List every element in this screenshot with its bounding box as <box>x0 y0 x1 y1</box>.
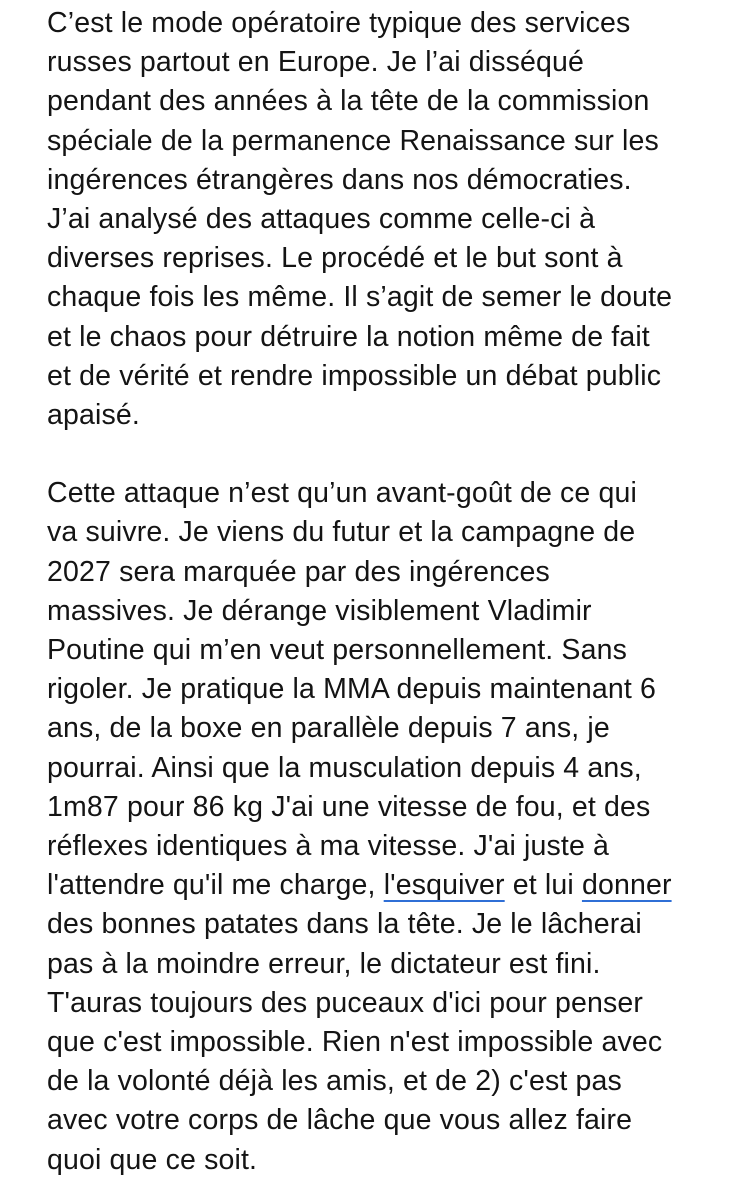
text-line: T'auras toujours des puceaux d'ici pour penser <box>47 986 644 1019</box>
text-line: Poutine qui m’en veut personnellement. Sans <box>47 634 627 667</box>
text-segment: et lui <box>504 869 582 902</box>
text-line: ans, de la boxe en parallèle depuis 7 ans, je <box>47 712 610 745</box>
text-line: 2027 sera marquée par des ingérences <box>47 555 550 588</box>
text-line: massives. Je dérange visiblement Vladimir <box>47 594 592 627</box>
text-line: 1m87 pour 86 kg J'ai une vitesse de fou, et des <box>47 790 651 823</box>
text-line: Cette attaque n’est qu’un avant-goût de ce qui <box>47 477 637 510</box>
text-line: pourrai. Ainsi que la musculation depuis 4 ans, <box>47 751 642 784</box>
text-line-with-underlines <box>47 866 737 905</box>
paragraph-2 <box>47 474 737 1180</box>
text-line: spéciale de la permanence Renaissance sur les <box>47 124 659 157</box>
text-line: que c'est impossible. Rien n'est impossible avec <box>47 1026 663 1059</box>
underlined-word-esquiver: l'esquiver <box>383 869 505 902</box>
text-line: J’ai analysé des attaques comme celle-ci à <box>47 203 596 236</box>
text-line: de la volonté déjà les amis, et de 2) c'est pas <box>47 1065 622 1098</box>
text-line: chaque fois les même. Il s’agit de semer le doute <box>47 281 673 314</box>
text-line: apaisé. <box>47 399 140 432</box>
text-line: quoi que ce soit. <box>47 1143 258 1176</box>
text-line: ingérences étrangères dans nos démocraties. <box>47 163 632 196</box>
text-line: pendant des années à la tête de la commission <box>47 85 650 118</box>
text-line: C’est le mode opératoire typique des services <box>47 7 631 39</box>
text-line: et le chaos pour détruire la notion même de fait <box>47 320 650 353</box>
underlined-word-donner: donner <box>581 869 672 902</box>
document-body <box>47 4 737 1180</box>
text-line: diverses reprises. Le procédé et le but sont à <box>47 242 623 275</box>
text-line: et de vérité et rendre impossible un débat public <box>47 359 662 392</box>
text-line: rigoler. Je pratique la MMA depuis maintenant 6 <box>47 673 657 706</box>
paragraph-1 <box>47 4 737 435</box>
text-line: pas à la moindre erreur, le dictateur est fini. <box>47 947 601 980</box>
text-line: des bonnes patates dans la tête. Je le lâcherai <box>47 908 642 941</box>
text-line: va suivre. Je viens du futur et la campagne de <box>47 516 636 549</box>
text-line: réflexes identiques à ma vitesse. J'ai juste à <box>47 830 610 863</box>
text-line: russes partout en Europe. Je l’ai disséqué <box>47 46 585 79</box>
text-line: avec votre corps de lâche que vous allez faire <box>47 1104 633 1137</box>
text-segment: l'attendre qu'il me charge, <box>47 869 384 902</box>
